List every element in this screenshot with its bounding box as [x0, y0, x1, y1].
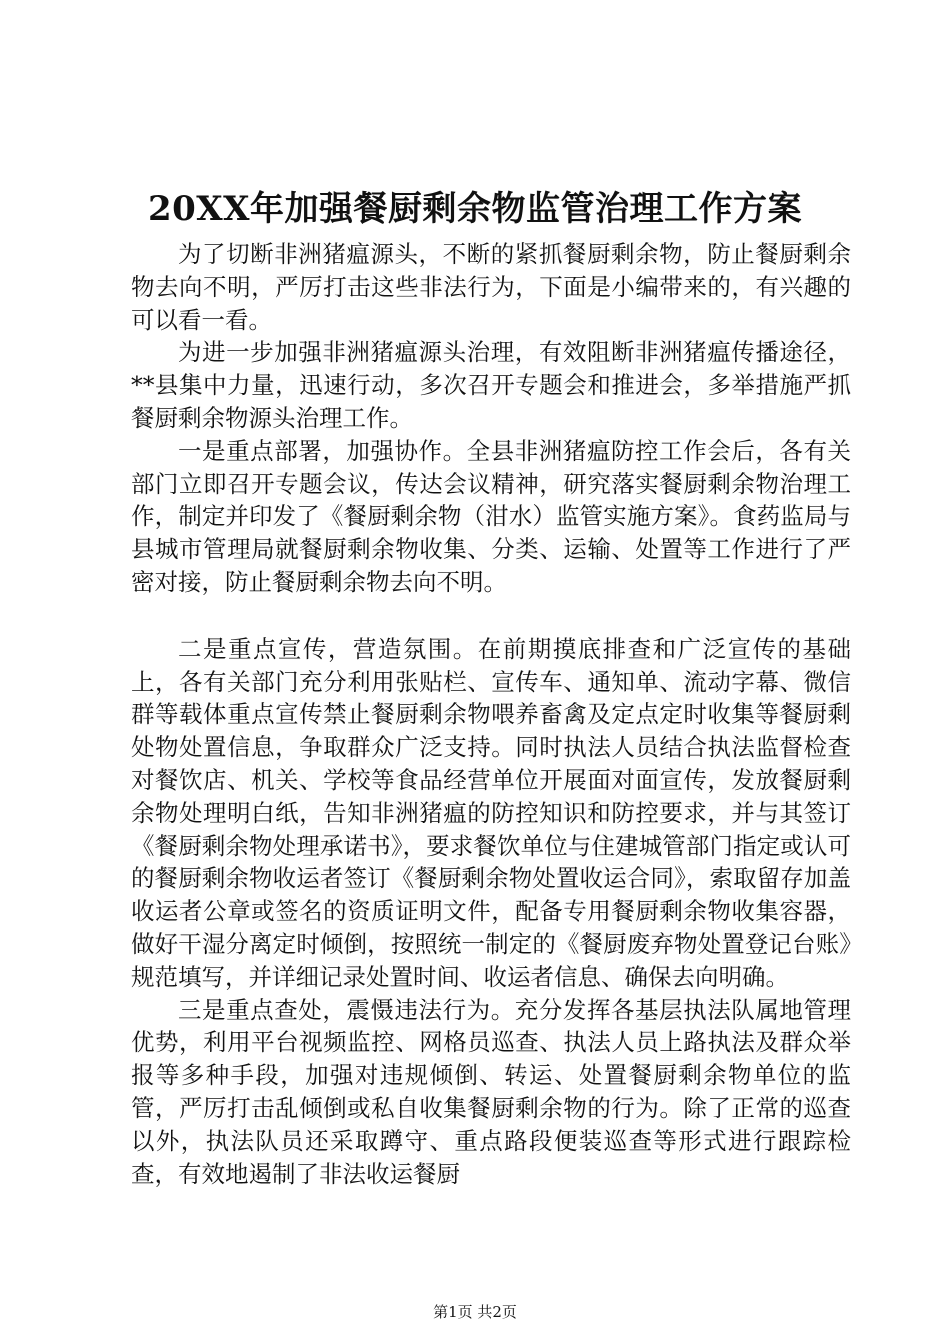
publicity-paragraph: 二是重点宣传，营造氛围。在前期摸底排查和广泛宣传的基础上，各有关部门充分利用张贴栏、宣传车、通知单、流动字幕、微信群等载体重点宣传禁止餐厨剩余物喂养畜禽及定点定时收集等餐厨剩处物处置信息，争取群众广泛支持。同时执法人员结合执法监督检查对餐饮店、机关、学校等食品经营单位开展面对面宣传，发放餐厨剩余物处理明白纸，告知非洲猪瘟的防控知识和防控要求，并与其签订《餐厨剩余物处理承诺书》，要求餐饮单位与住建城管部门指定或认可的餐厨剩余物收运者签订《餐厨剩余物处置收运合同》，索取留存加盖收运者公章或签名的资质证明文件，配备专用餐厨剩余物收集容器，做好干湿分离定时倾倒，按照统一制定的《餐厨废弃物处置登记台账》规范填写，并详细记录处置时间、收运者信息、确保去向明确。	[131, 634, 851, 991]
intro-paragraph: 为了切断非洲猪瘟源头，不断的紧抓餐厨剩余物，防止餐厨剩余物去向不明，严厉打击这些非法行为，下面是小编带来的，有兴趣的可以看一看。	[131, 240, 851, 334]
overview-paragraph: 为进一步加强非洲猪瘟源头治理，有效阻断非洲猪瘟传播途径，**县集中力量，迅速行动，多次召开专题会和推进会，多举措施严抓餐厨剩余物源头治理工作。	[131, 338, 851, 432]
paragraph-gap	[131, 599, 851, 633]
deployment-paragraph: 一是重点部署，加强协作。全县非洲猪瘟防控工作会后，各有关部门立即召开专题会议，传达会议精神，研究落实餐厨剩余物治理工作，制定并印发了《餐厨剩余物（泔水）监管实施方案》。食药监局与县城市管理局就餐厨剩余物收集、分类、运输、处置等工作进行了严密对接，防止餐厨剩余物去向不明。	[131, 436, 851, 596]
page-number: 第1页 共2页	[433, 1303, 517, 1321]
document-title: 20XX年加强餐厨剩余物监管治理工作方案	[147, 189, 803, 229]
enforcement-paragraph: 三是重点查处，震慑违法行为。充分发挥各基层执法队属地管理优势，利用平台视频监控、网格员巡查、执法人员上路执法及群众举报等多种手段，加强对违规倾倒、转运、处置餐厨剩余物单位的监管，严厉打击乱倾倒或私自收集餐厨剩余物的行为。除了正常的巡查以外，执法队员还采取蹲守、重点路段便装巡查等形式进行跟踪检查，有效地遏制了非法收运餐厨	[131, 995, 851, 1188]
document-body	[131, 238, 851, 1190]
